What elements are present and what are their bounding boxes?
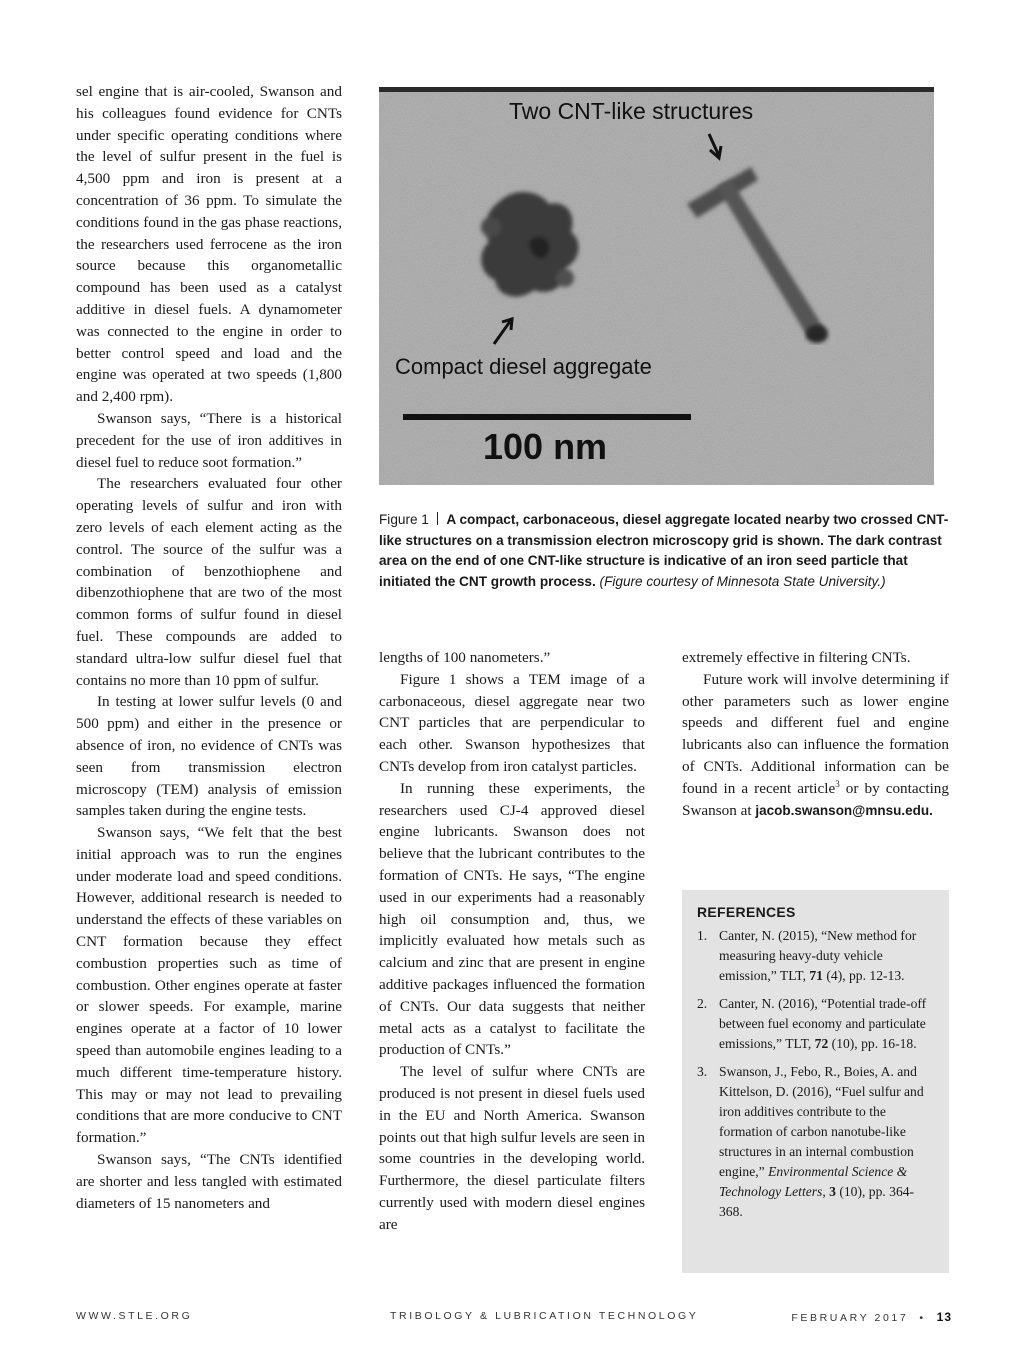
- reference-number: 3.: [697, 1064, 708, 1079]
- paragraph-text: Future work will involve determining if other parameters such as lower engine speeds and different fuel and engine lubricants also can influence the formation of CNTs. Additional information can be found in a recent article: [682, 670, 949, 797]
- article-column-3: [682, 647, 949, 821]
- tem-micrograph: [379, 92, 934, 485]
- figure-label-aggregate: Compact diesel aggregate: [395, 354, 652, 379]
- figure-number: Figure 1: [379, 512, 429, 527]
- caption-separator: [437, 512, 439, 525]
- paragraph: [682, 669, 949, 822]
- footer-publication: TRIBOLOGY & LUBRICATION TECHNOLOGY: [390, 1310, 699, 1322]
- paragraph: sel engine that is air-cooled, Swanson and his colleagues found evidence for CNTs under specific operating conditions where the level of sulfur present in the fuel is 4,500 ppm and iron is present at a concentration of 36 ppm. To simulate the conditions found in the gas phase reactions, the researchers used ferrocene as the iron source because this organometallic compound has been used as a catalyst additive in diesel fuels. A dynamometer was connected to the engine in order to better control speed and load and the engine was operated at two speeds (1,800 and 2,400 rpm).: [76, 83, 342, 406]
- paragraph: The researchers evaluated four other operating levels of sulfur and iron with zero levels of each element acting as the control. The source of the sulfur was a combination of benzothiophene and dibenzothiophene that are two of the most common forms of sulfur found in diesel fuel. These compounds are added to standard ultra-low sulfur diesel fuel that contains no more than 10 ppm of sulfur.: [76, 475, 342, 689]
- article-column-2: [379, 647, 645, 1236]
- reference-text: Canter, N. (2016), “Potential trade-off between fuel economy and particulate emissions,” TLT,: [719, 996, 927, 1051]
- diesel-aggregate: [481, 192, 579, 297]
- paragraph-text: or by contacting Swanson at: [682, 779, 949, 819]
- references-box: [682, 890, 949, 1273]
- paragraph: Swanson says, “We felt that the best initial approach was to run the engines under moderate load and speed conditions. However, additional research is needed to understand the effects of these variables on CNT formation because they effect combustion properties such as time of combustion. Other engines operate at faster or slower speeds. For example, marine engines operate at a factor of 10 lower speed than automobile engines leading to a much different time-temperature history. This may or may not lead to prevailing conditions that are more conducive to CNT formation.”: [76, 824, 342, 1147]
- paragraph: Figure 1 shows a TEM image of a carbonaceous, diesel aggregate near two CNT particles that are perpendicular to each other. Swanson hypothesizes that CNTs develop from iron catalyst particles.: [379, 670, 645, 775]
- reference-text: ,: [822, 1184, 830, 1199]
- reference-text: Swanson, J., Febo, R., Boies, A. and Kittelson, D. (2016), “Fuel sulfur and iron additives contribute to the formation of carbon nanotube-like structures in an internal combustion engine,”: [719, 1064, 924, 1179]
- scale-bar: [403, 414, 691, 420]
- footer-date-page: [791, 1310, 952, 1324]
- reference-volume: 71: [809, 968, 823, 983]
- reference-number: 2.: [697, 996, 708, 1011]
- paragraph: extremely effective in filtering CNTs.: [682, 649, 911, 666]
- reference-number: 1.: [697, 928, 708, 943]
- footer-date: FEBRUARY 2017: [791, 1312, 909, 1324]
- scale-bar-label: 100 nm: [483, 426, 608, 467]
- caption-credit: (Figure courtesy of Minnesota State University.): [599, 573, 886, 589]
- reference-item: [697, 994, 935, 1054]
- caption-text: A compact, carbonaceous, diesel aggregate located nearby two crossed CNT-like structures on a transmission electron microscopy grid is shown. The dark contrast area on the end of one CNT-like structure is indicative of an iron seed particle that initiated the CNT growth process.: [379, 512, 949, 589]
- reference-item: [697, 1062, 935, 1222]
- figure-label-cnt: Two CNT-like structures: [509, 98, 754, 124]
- email-address: jacob.swanson@mnsu.edu.: [755, 802, 933, 818]
- reference-text: Canter, N. (2015), “New method for measuring heavy-duty vehicle emission,” TLT,: [719, 928, 917, 983]
- paragraph: lengths of 100 nanometers.”: [379, 649, 551, 666]
- reference-volume: 72: [814, 1036, 829, 1051]
- paragraph: In testing at lower sulfur levels (0 and 500 ppm) and either in the presence or absence of iron, no evidence of CNTs was seen from transmission electron microscopy (TEM) analysis of emission samples taken during the engine tests.: [76, 693, 342, 820]
- citation-superscript: 3: [835, 778, 840, 789]
- reference-text: (10), pp. 364-368.: [719, 1184, 915, 1219]
- reference-text: (10), pp. 16-18.: [828, 1036, 917, 1051]
- references-list: [697, 926, 935, 1222]
- reference-text: (4), pp. 12-13.: [822, 968, 905, 983]
- page-number: 13: [936, 1310, 952, 1324]
- article-column-1: [76, 81, 342, 1214]
- tem-figure-image: [379, 87, 934, 485]
- figure-caption: [379, 510, 951, 592]
- references-title: REFERENCES: [697, 904, 796, 920]
- reference-journal: Environmental Science & Technology Letters: [719, 1164, 908, 1199]
- footer-dot: •: [919, 1312, 926, 1324]
- paragraph: The level of sulfur where CNTs are produced is not present in diesel fuels used in the EU and North America. Swanson points out that high sulfur levels are seen in some countries in the developing world. Furthermore, the diesel particulate filters currently used with modern diesel engines are: [379, 1063, 645, 1233]
- reference-volume: 3: [829, 1184, 836, 1199]
- reference-item: [697, 926, 935, 986]
- paragraph: In running these experiments, the researchers used CJ-4 approved diesel engine lubricants. Swanson does not believe that the lubricant contributes to the formation of CNTs. He says, “The engine used in our experiments had a reasonably high oil consumption and, thus, we implicitly evaluated how metals such as calcium and zinc that are present in engine additive packages influenced the formation of CNTs. Our data suggests that neither metal acts as a catalyst to facilitate the production of CNTs.”: [379, 779, 645, 1059]
- footer-website: WWW.STLE.ORG: [76, 1310, 193, 1322]
- paragraph: Swanson says, “There is a historical precedent for the use of iron additives in diesel fuel to reduce soot formation.”: [76, 409, 342, 471]
- paragraph: Swanson says, “The CNTs identified are shorter and less tangled with estimated diameters of 15 nanometers and: [76, 1151, 342, 1212]
